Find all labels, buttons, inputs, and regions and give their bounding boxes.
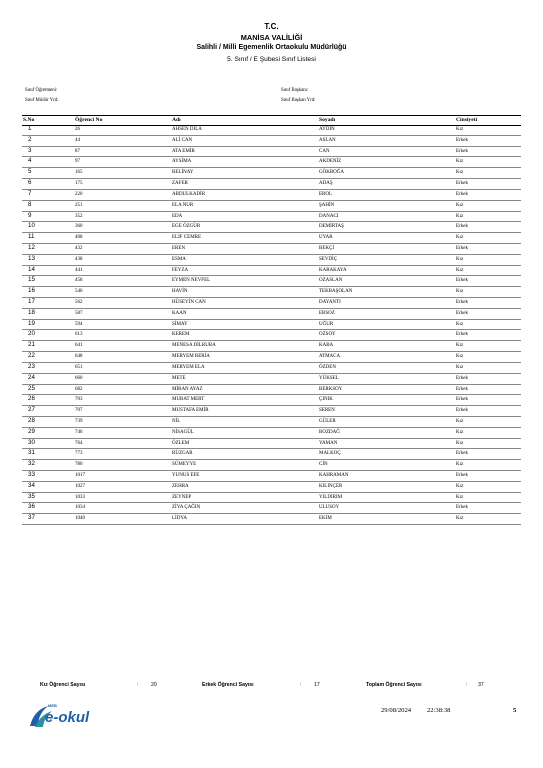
row-student-no: 562 — [75, 300, 83, 305]
table-row — [22, 352, 521, 363]
teacher-label: Sınıf Öğretmeni: — [25, 88, 58, 93]
table-row — [22, 449, 521, 460]
row-gender: Erkek — [456, 278, 468, 284]
row-student-no: 773 — [75, 451, 83, 457]
header-class-list: 5. Sınıf / E Şubesi Sınıf Listesi — [227, 56, 316, 63]
print-date: 29/08/2024 — [381, 707, 412, 714]
row-first-name: KEREM — [172, 332, 190, 338]
row-last-name: MALKOÇ — [319, 451, 341, 457]
row-last-name: DAYANTI — [319, 300, 341, 305]
row-sno: 18 — [28, 308, 35, 316]
table-row — [22, 255, 521, 266]
table-row — [22, 395, 521, 406]
row-last-name: ÇINIK — [319, 397, 333, 403]
row-sno: 22 — [28, 352, 35, 360]
row-first-name: HÜSEYİN CAN — [172, 300, 206, 305]
row-sno: 7 — [28, 189, 32, 197]
row-student-no: 707 — [75, 408, 83, 414]
row-last-name: UYAR — [319, 235, 333, 241]
row-first-name: EREN — [172, 245, 186, 251]
row-student-no: 432 — [75, 245, 83, 251]
row-gender: Kız — [456, 418, 464, 424]
row-gender: Erkek — [456, 310, 468, 316]
row-student-no: 251 — [75, 202, 83, 208]
row-first-name: METE — [172, 375, 186, 381]
row-gender: Erkek — [456, 451, 468, 457]
row-sno: 4 — [28, 157, 32, 165]
row-student-no: 44 — [75, 137, 80, 143]
row-gender: Erkek — [456, 473, 468, 478]
row-student-no: 641 — [75, 343, 83, 349]
row-gender: Erkek — [456, 397, 468, 403]
student-table-body — [22, 125, 521, 525]
row-first-name: MİRAN AYAZ — [172, 386, 203, 392]
row-last-name: KABA — [319, 343, 334, 349]
row-student-no: 651 — [75, 364, 83, 370]
row-gender: Kız — [456, 354, 464, 360]
row-sno: 23 — [28, 362, 35, 370]
table-row — [22, 406, 521, 417]
total-count-colon: : — [466, 682, 468, 688]
table-row — [22, 503, 521, 514]
row-student-no: 26 — [75, 127, 80, 132]
row-last-name: KILINÇER — [319, 483, 343, 489]
row-gender: Kız — [456, 364, 464, 370]
row-first-name: ELA NUR — [172, 202, 194, 208]
logo-meb-text: MEB — [48, 703, 57, 708]
row-sno: 28 — [28, 416, 35, 424]
row-student-no: 1017 — [75, 473, 85, 478]
e-okul-logo — [26, 700, 106, 730]
row-gender: Kız — [456, 343, 464, 349]
row-student-no: 165 — [75, 170, 83, 176]
table-row — [22, 374, 521, 385]
row-gender: Kız — [456, 127, 464, 132]
table-row — [22, 222, 521, 233]
row-student-no: 648 — [75, 354, 83, 360]
row-sno: 29 — [28, 427, 35, 435]
row-first-name: AHSEN DİLA — [172, 127, 202, 132]
row-sno: 24 — [28, 373, 35, 381]
row-gender: Kız — [456, 494, 464, 500]
row-student-no: 682 — [75, 386, 83, 392]
row-sno: 2 — [28, 135, 32, 143]
row-first-name: YUNUS EFE — [172, 473, 200, 478]
table-row — [22, 493, 521, 504]
row-gender: Erkek — [456, 148, 468, 154]
row-last-name: EROL — [319, 191, 333, 197]
row-first-name: SÜMEYYE — [172, 462, 197, 468]
row-last-name: ULUSOY — [319, 505, 340, 511]
girls-count-value: 20 — [151, 682, 157, 688]
row-sno: 14 — [28, 265, 35, 273]
row-gender: Kız — [456, 202, 464, 208]
table-row — [22, 309, 521, 320]
row-student-no: 408 — [75, 235, 83, 241]
row-sno: 11 — [28, 233, 35, 241]
header-school: Salihli / Milli Egemenlik Ortaokulu Müdürlüğü — [196, 44, 347, 51]
row-first-name: MERYEM BERİA — [172, 354, 210, 360]
row-last-name: AYDIN — [319, 127, 335, 132]
row-student-no: 703 — [75, 397, 83, 403]
table-row — [22, 201, 521, 212]
row-student-no: 441 — [75, 267, 83, 273]
row-sno: 19 — [28, 319, 35, 327]
row-last-name: OZSOY — [319, 332, 336, 338]
row-last-name: ATMACA — [319, 354, 341, 360]
row-first-name: ELİF CEMRE — [172, 235, 202, 241]
row-gender: Erkek — [456, 408, 468, 414]
row-gender: Kız — [456, 235, 464, 241]
row-sno: 8 — [28, 200, 32, 208]
row-gender: Kız — [456, 321, 464, 327]
boys-count-label: Erkek Öğrenci Sayısı — [202, 682, 254, 688]
row-last-name: DEMİRTAŞ — [319, 224, 344, 230]
row-gender: Erkek — [456, 332, 468, 338]
row-first-name: ZEYNEP — [172, 494, 192, 500]
table-row — [22, 168, 521, 179]
row-sno: 31 — [28, 449, 35, 457]
row-first-name: EDA — [172, 213, 183, 219]
table-row — [22, 385, 521, 396]
row-student-no: 360 — [75, 224, 83, 230]
row-last-name: ŞAHİN — [319, 202, 335, 208]
header-province: MANİSA VALİLİĞİ — [240, 33, 303, 42]
row-student-no: 352 — [75, 213, 83, 219]
row-sno: 20 — [28, 330, 35, 338]
row-first-name: AYSİMA — [172, 159, 192, 165]
row-first-name: FEYZA — [172, 267, 189, 273]
print-time: 22:38:38 — [427, 707, 451, 714]
page-number: 5 — [513, 707, 517, 714]
row-sno: 25 — [28, 384, 35, 392]
row-sno: 33 — [28, 471, 35, 478]
row-gender: Kız — [456, 289, 464, 295]
row-student-no: 1033 — [75, 494, 85, 500]
col-sno: S.No — [23, 117, 35, 123]
row-student-no: 220 — [75, 191, 83, 197]
row-last-name: ERSOZ — [319, 310, 335, 316]
row-last-name: YAMAN — [319, 440, 338, 446]
row-student-no: 587 — [75, 310, 83, 316]
row-last-name: UĞUR — [319, 321, 334, 327]
row-gender: Kız — [456, 159, 464, 165]
row-first-name: MENESA DİLRUBA — [172, 343, 216, 349]
row-first-name: SİMAY — [172, 321, 188, 327]
row-last-name: KARAKAYA — [319, 267, 347, 273]
table-row — [22, 460, 521, 471]
row-student-no: 175 — [75, 181, 83, 187]
row-last-name: YILDIRIM — [319, 494, 343, 500]
row-sno: 16 — [28, 287, 35, 295]
row-sno: 13 — [28, 254, 35, 262]
row-gender: Erkek — [456, 181, 468, 187]
row-sno: 15 — [28, 276, 35, 284]
row-sno: 21 — [28, 341, 35, 349]
row-first-name: KAAN — [172, 310, 187, 316]
table-row — [22, 428, 521, 439]
row-sno: 17 — [28, 298, 35, 305]
row-last-name: KAHRAMAN — [319, 473, 349, 478]
row-student-no: 746 — [75, 429, 83, 435]
row-first-name: ZİYA ÇAĞIN — [172, 505, 201, 511]
row-sno: 10 — [28, 222, 35, 230]
row-first-name: NİSAGÜL — [172, 429, 194, 435]
row-gender: Kız — [456, 170, 464, 176]
row-first-name: ÖZLEM — [172, 440, 190, 446]
table-top-rule — [22, 115, 521, 116]
table-row — [22, 212, 521, 223]
boys-count-value: 17 — [314, 682, 320, 688]
col-first-name: Adı — [172, 117, 181, 123]
row-first-name: ZEHRA — [172, 483, 189, 489]
row-gender: Erkek — [456, 137, 468, 143]
row-student-no: 438 — [75, 256, 83, 262]
row-first-name: NİL — [172, 418, 181, 424]
row-gender: Kız — [456, 516, 464, 522]
row-student-no: 613 — [75, 332, 83, 338]
total-count-label: Toplam Öğrenci Sayısı — [366, 682, 422, 688]
table-row — [22, 514, 521, 525]
row-first-name: LİDYA — [172, 516, 187, 522]
row-last-name: CİN — [319, 462, 328, 468]
table-row — [22, 287, 521, 298]
row-gender: Erkek — [456, 300, 468, 305]
row-gender: Kız — [456, 483, 464, 489]
row-last-name: SEREN — [319, 408, 335, 414]
table-row — [22, 157, 521, 168]
table-row — [22, 320, 521, 331]
row-student-no: 660 — [75, 375, 83, 381]
row-sno: 27 — [28, 406, 35, 414]
row-gender: Erkek — [456, 375, 468, 381]
row-last-name: ÖZDEN — [319, 364, 336, 370]
row-gender: Erkek — [456, 245, 468, 251]
row-first-name: MERYEM ELA — [172, 364, 205, 370]
row-last-name: BERKSOY — [319, 386, 343, 392]
row-last-name: GÖKBOĞA — [319, 170, 344, 176]
row-last-name: ASLAN — [319, 137, 336, 143]
row-last-name: OZASLAN — [319, 278, 343, 284]
row-student-no: 594 — [75, 321, 83, 327]
row-last-name: ADAŞ — [319, 181, 333, 187]
table-row — [22, 125, 521, 136]
class-vice-president-label: Sınıf Başkan Yrd: — [281, 98, 316, 103]
row-first-name: EGE ÖZGÜR — [172, 224, 201, 230]
table-row — [22, 330, 521, 341]
table-row — [22, 298, 521, 309]
row-first-name: HAVİN — [172, 289, 188, 295]
row-sno: 26 — [28, 395, 35, 403]
row-first-name: MUSTAFA EMİR — [172, 408, 209, 414]
row-sno: 12 — [28, 243, 35, 251]
girls-count-colon: : — [137, 682, 139, 688]
row-last-name: CAN — [319, 148, 330, 154]
row-gender: Kız — [456, 267, 464, 273]
table-row — [22, 266, 521, 277]
row-student-no: 97 — [75, 159, 80, 165]
row-first-name: BELİNAY — [172, 170, 194, 176]
row-last-name: BOZDAĞ — [319, 429, 340, 435]
row-sno: 1 — [28, 125, 32, 132]
row-first-name: ATA EMİR — [172, 148, 195, 154]
table-row — [22, 341, 521, 352]
row-last-name: BEKÇİ — [319, 245, 334, 251]
row-student-no: 1034 — [75, 505, 85, 511]
logo-wordmark: e-okul — [45, 709, 90, 726]
col-last-name: Soyadı — [319, 117, 336, 123]
row-last-name: EKİM — [319, 516, 332, 522]
row-student-no: 1027 — [75, 483, 85, 489]
row-last-name: GÜLER — [319, 418, 336, 424]
row-gender: Kız — [456, 256, 464, 262]
row-last-name: SEVDİÇ — [319, 256, 338, 262]
table-row — [22, 244, 521, 255]
row-last-name: YÜKSEL — [319, 375, 339, 381]
table-row — [22, 363, 521, 374]
row-gender: Erkek — [456, 505, 468, 511]
row-gender: Kız — [456, 440, 464, 446]
row-last-name: AKDENİZ — [319, 159, 342, 165]
row-gender: Erkek — [456, 224, 468, 230]
table-row — [22, 482, 521, 493]
row-student-no: 546 — [75, 289, 83, 295]
row-first-name: ESMA — [172, 256, 186, 262]
table-row — [22, 233, 521, 244]
row-sno: 37 — [28, 514, 35, 522]
row-sno: 6 — [28, 179, 32, 187]
row-first-name: ALİ CAN — [172, 137, 193, 143]
row-student-no: 1040 — [75, 516, 85, 522]
row-sno: 9 — [28, 211, 32, 219]
table-row — [22, 147, 521, 158]
row-student-no: 764 — [75, 440, 83, 446]
total-count-value: 37 — [478, 682, 484, 688]
row-first-name: RÜZGAR — [172, 451, 193, 457]
table-row — [22, 190, 521, 201]
row-student-no: 739 — [75, 418, 83, 424]
row-last-name: DANACI — [319, 213, 339, 219]
row-sno: 34 — [28, 481, 35, 489]
row-sno: 3 — [28, 146, 32, 154]
row-sno: 32 — [28, 460, 35, 468]
row-sno: 35 — [28, 492, 35, 500]
row-gender: Kız — [456, 213, 464, 219]
row-first-name: ZAFER — [172, 181, 188, 187]
boys-count-colon: : — [300, 682, 302, 688]
row-first-name: ABDULKADİR — [172, 191, 206, 197]
header-country: T.C. — [264, 22, 279, 31]
class-president-label: Sınıf Başkanı: — [281, 88, 309, 93]
row-sno: 30 — [28, 438, 35, 446]
table-row — [22, 136, 521, 147]
row-first-name: MURAT MERT — [172, 397, 205, 403]
row-student-no: 87 — [75, 148, 80, 154]
row-gender: Erkek — [456, 191, 468, 197]
table-row — [22, 417, 521, 428]
row-last-name: TEKBAŞOLAN — [319, 289, 353, 295]
girls-count-label: Kız Öğrenci Sayısı — [40, 682, 86, 688]
row-first-name: EYMEN NEVFEL — [172, 278, 211, 284]
row-student-no: 458 — [75, 278, 83, 284]
row-gender: Kız — [456, 429, 464, 435]
col-gender: Cinsiyeti — [456, 117, 478, 123]
row-sno: 5 — [28, 168, 32, 176]
row-gender: Erkek — [456, 386, 468, 392]
table-row — [22, 471, 521, 482]
table-row — [22, 276, 521, 287]
row-gender: Kız — [456, 462, 464, 468]
col-student-no: Öğrenci No — [75, 117, 103, 123]
table-row — [22, 439, 521, 450]
table-row — [22, 179, 521, 190]
vice-principal-label: Sınıf Müdür Yrd: — [25, 98, 59, 103]
row-student-no: 780 — [75, 462, 83, 468]
row-sno: 36 — [28, 503, 35, 511]
